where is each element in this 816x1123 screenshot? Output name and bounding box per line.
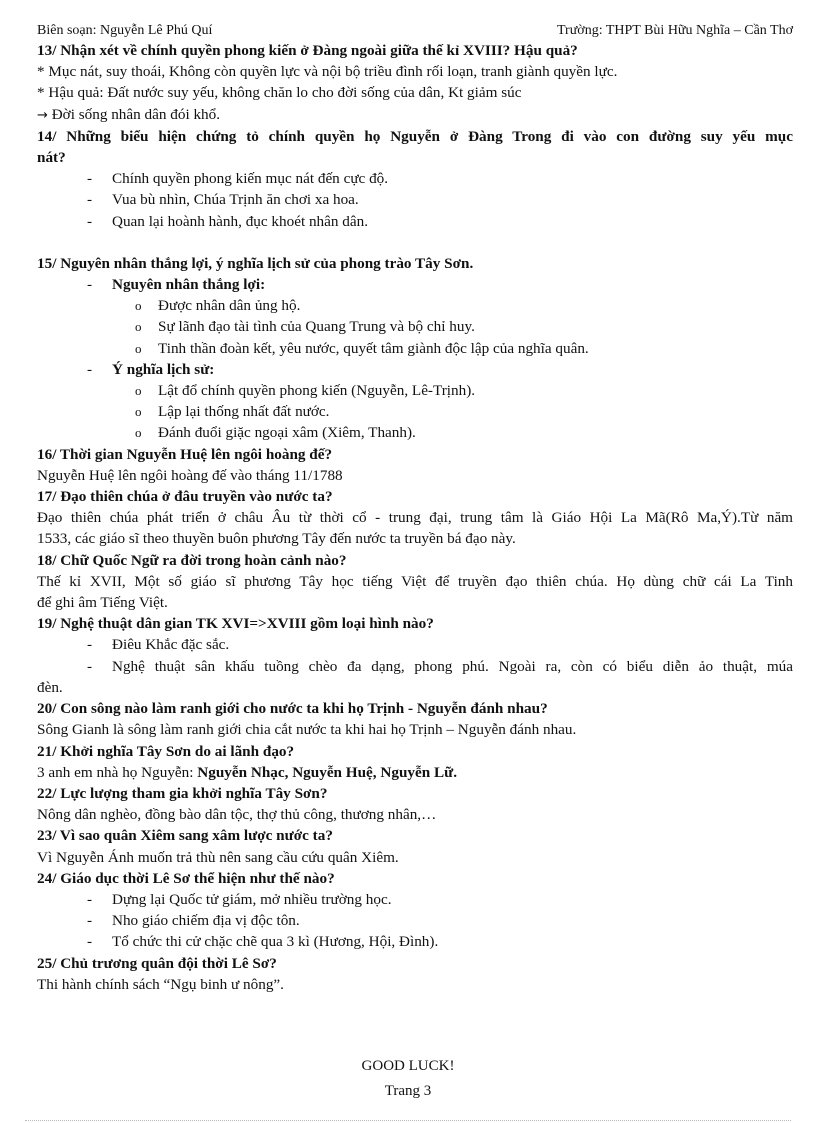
- q15-cause-item: o Sự lãnh đạo tài tình của Quang Trung và bộ chỉ huy.: [37, 316, 793, 337]
- question-22-title: 22/ Lực lượng tham gia khởi nghĩa Tây Sơn?: [37, 784, 328, 802]
- q22-answer: Nông dân nghèo, đồng bào dân tộc, thợ thủ công, thương nhân,…: [37, 806, 437, 824]
- q18-answer-line-1: Thế kỉ XVII, Một số giáo sĩ phương Tây học tiếng Việt để truyền đạo thiên chúa. Họ dùng chữ cái La Tinh: [37, 572, 793, 590]
- right-arrow-icon: →: [37, 107, 48, 123]
- question-24-title: 24/ Giáo dục thời Lê Sơ thể hiện như thế nào?: [37, 869, 335, 887]
- q19-item: - Nghệ thuật sân khấu tuồng chèo đa dạng, phong phú. Ngoài ra, còn có biểu diễn ảo thuật, múa: [37, 656, 793, 677]
- question-13-title: 13/ Nhận xét về chính quyền phong kiến ở Đàng ngoài giữa thế kỉ XVIII? Hậu quả?: [37, 42, 578, 59]
- author-line: Biên soạn: Nguyễn Lê Phú Quí: [37, 23, 213, 38]
- q24-item: - Dựng lại Quốc tử giám, mở nhiều trường học.: [37, 889, 793, 910]
- closing-text: GOOD LUCK!: [361, 1058, 455, 1074]
- question-16-title: 16/ Thời gian Nguyễn Huệ lên ngôi hoàng đế?: [37, 445, 333, 463]
- q24-item: - Nho giáo chiếm địa vị độc tôn.: [37, 910, 793, 931]
- q14-item: - Chính quyền phong kiến mục nát đến cực độ.: [37, 168, 793, 189]
- question-23-title: 23/ Vì sao quân Xiêm sang xâm lược nước ta?: [37, 827, 333, 845]
- page-header: [37, 22, 793, 40]
- q13-conclusion-text: Đời sống nhân dân đói khổ.: [51, 105, 221, 123]
- question-17-title: 17/ Đạo thiên chúa ở đâu truyền vào nước ta?: [37, 488, 333, 506]
- question-14-title-line-1: 14/ Những biểu hiện chứng tỏ chính quyền họ Nguyễn ở Đàng Trong đi vào con đường suy yếu mục: [37, 127, 793, 145]
- question-25-title: 25/ Chủ trương quân đội thời Lê Sơ?: [37, 954, 277, 972]
- q15-cause-item: o Tinh thần đoàn kết, yêu nước, quyết tâm giành độc lập của nghĩa quân.: [37, 338, 793, 359]
- q16-answer: Nguyễn Huệ lên ngôi hoàng đế vào tháng 11/1788: [37, 466, 343, 484]
- question-21-title: 21/ Khởi nghĩa Tây Sơn do ai lãnh đạo?: [37, 742, 295, 760]
- q15-meaning-label: - Ý nghĩa lịch sử:: [37, 359, 793, 380]
- page-number: Trang 3: [384, 1083, 432, 1099]
- q21-answer: [37, 762, 793, 783]
- page-bottom-divider: [25, 1120, 791, 1121]
- q21-answer-prefix: 3 anh em nhà họ Nguyễn:: [37, 763, 198, 781]
- q15-meaning-item: o Lập lại thống nhất đất nước.: [37, 401, 793, 422]
- document-page: [37, 22, 793, 995]
- q17-answer-line-2: 1533, các giáo sĩ theo thuyền buôn phương Tây đến nước ta truyền bá đạo này.: [37, 530, 516, 548]
- q13-conclusion: [37, 104, 793, 126]
- q15-cause-item: o Được nhân dân ủng hộ.: [37, 295, 793, 316]
- q15-meaning-item: o Đánh đuổi giặc ngoại xâm (Xiêm, Thanh).: [37, 422, 793, 443]
- q19-item: - Điêu Khắc đặc sắc.: [37, 634, 793, 655]
- q15-cause-label: - Nguyên nhân thắng lợi:: [37, 274, 793, 295]
- q20-answer: Sông Gianh là sông làm ranh giới chia cắt nước ta khi hai họ Trịnh – Nguyễn đánh nhau.: [37, 721, 577, 739]
- q14-item: - Vua bù nhìn, Chúa Trịnh ăn chơi xa hoa.: [37, 189, 793, 210]
- q18-answer-line-2: để ghi âm Tiếng Việt.: [37, 594, 168, 612]
- blank-line: [37, 232, 793, 253]
- question-15-title: 15/ Nguyên nhân thắng lợi, ý nghĩa lịch sử của phong trào Tây Sơn.: [37, 254, 474, 272]
- q19-item-continuation: đèn.: [37, 678, 63, 696]
- q21-answer-names: Nguyễn Nhạc, Nguyễn Huệ, Nguyễn Lữ.: [197, 763, 458, 781]
- q13-line-1: * Mục nát, suy thoái, Không còn quyền lực và nội bộ triều đình rối loạn, tranh giành quyền lực.: [37, 63, 618, 81]
- q15-meaning-item: o Lật đổ chính quyền phong kiến (Nguyễn, Lê-Trịnh).: [37, 380, 793, 401]
- q23-answer: Vì Nguyễn Ánh muốn trả thù nên sang cầu cứu quân Xiêm.: [37, 848, 399, 866]
- question-19-title: 19/ Nghệ thuật dân gian TK XVI=>XVIII gồm loại hình nào?: [37, 615, 434, 633]
- q14-item: - Quan lại hoành hành, đục khoét nhân dân.: [37, 211, 793, 232]
- q13-line-2: * Hậu quả: Đất nước suy yếu, không chăn lo cho đời sống của dân, Kt giảm súc: [37, 84, 522, 102]
- q17-answer-line-1: Đạo thiên chúa phát triển ở châu Âu từ thời cổ - trung đại, trung tâm là Giáo Hội La Mã(Rô Ma,Ý).Từ năm: [37, 509, 793, 527]
- q24-item: - Tổ chức thi cử chặc chẽ qua 3 kì (Hương, Hội, Đình).: [37, 931, 793, 952]
- question-14-title-line-2: nát?: [37, 149, 66, 167]
- question-18-title: 18/ Chữ Quốc Ngữ ra đời trong hoàn cảnh nào?: [37, 551, 347, 569]
- school-line: Trường: THPT Bùi Hữu Nghĩa – Cần Thơ: [557, 23, 793, 38]
- question-20-title: 20/ Con sông nào làm ranh giới cho nước ta khi họ Trịnh - Nguyễn đánh nhau?: [37, 700, 548, 718]
- q25-answer: Thi hành chính sách “Ngụ binh ư nông”.: [37, 975, 284, 993]
